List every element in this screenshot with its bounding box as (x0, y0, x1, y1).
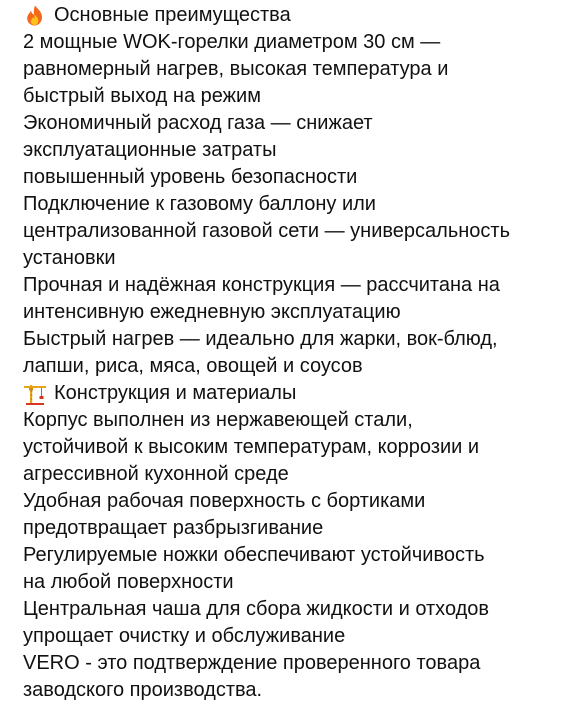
text-line: устойчивой к высоким температурам, коррозии и (23, 436, 480, 458)
text-line: равномерный нагрев, высокая температура и (23, 58, 449, 80)
text-line: Прочная и надёжная конструкция — рассчитана на (23, 274, 500, 296)
text-line: установки (23, 247, 116, 269)
section-heading-construction (23, 380, 580, 407)
text-line: заводского производства. (23, 679, 263, 701)
text-line: VERO - это подтверждение проверенного товара (23, 652, 481, 674)
section-heading-text: Основные преимущества (54, 4, 291, 26)
text-line: Удобная рабочая поверхность с бортиками (23, 490, 426, 512)
text-line: эксплуатационные затраты (23, 139, 277, 161)
fire-icon (22, 4, 50, 28)
text-line: предотвращает разбрызгивание (23, 517, 324, 539)
text-line: Экономичный расход газа — снижает (23, 112, 373, 134)
text-line: упрощает очистку и обслуживание (23, 625, 346, 647)
construction-crane-icon (22, 382, 50, 406)
text-line: Корпус выполнен из нержавеющей стали, (23, 409, 413, 431)
text-line: Центральная чаша для сбора жидкости и отходов (23, 598, 490, 620)
text-line: Подключение к газовому баллону или (23, 193, 376, 215)
text-line: Регулируемые ножки обеспечивают устойчивость (23, 544, 485, 566)
text-line: интенсивную ежедневную эксплуатацию (23, 301, 401, 323)
text-line: повышенный уровень безопасности (23, 166, 358, 188)
section-heading-text: Конструкция и материалы (54, 382, 297, 404)
text-line: Быстрый нагрев — идеально для жарки, вок-блюд, (23, 328, 498, 350)
section-heading-advantages (23, 2, 580, 29)
text-line: на любой поверхности (23, 571, 234, 593)
text-line: быстрый выход на режим (23, 85, 261, 107)
text-line: лапши, риса, мяса, овощей и соусов (23, 355, 363, 377)
text-line: агрессивной кухонной среде (23, 463, 289, 485)
text-line: централизованной газовой сети — универсальность (23, 220, 510, 242)
text-line: 2 мощные WOK-горелки диаметром 30 см — (23, 31, 441, 53)
